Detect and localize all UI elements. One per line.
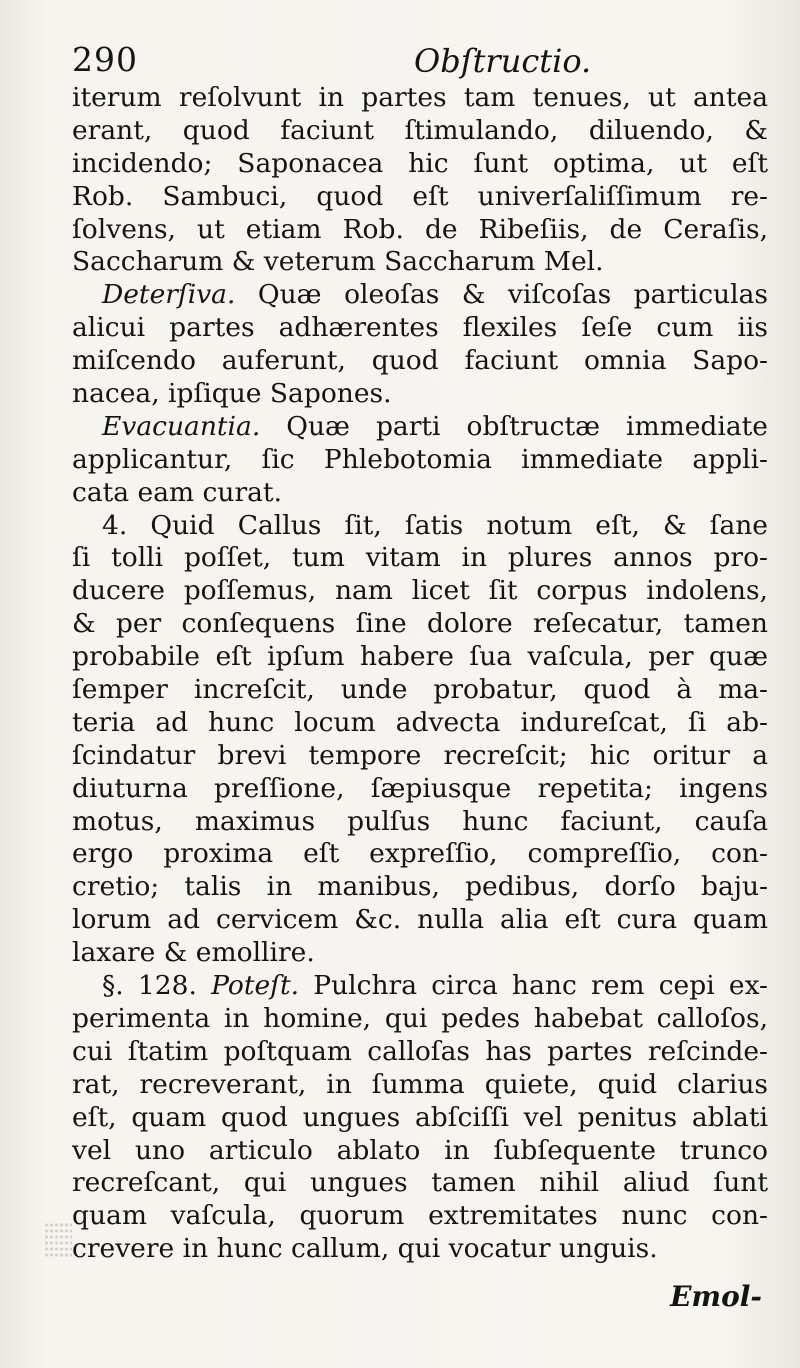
section-term: Evacuantia. [102, 410, 261, 442]
page-number: 290 [72, 40, 138, 79]
text-line: ducere poſſemus, nam licet ſit corpus indolens, [72, 575, 768, 607]
text-line: perimenta in homine, qui pedes habebat calloſos, [72, 1002, 768, 1034]
text-line: iterum reſolvunt in partes tam tenues, ut antea [72, 82, 768, 113]
text-fragment: Quæ parti obſtructæ immediate [260, 410, 768, 442]
text-line: quam vaſcula, quorum extremitates nunc con- [72, 1200, 768, 1232]
text-line: eſt, quam quod ungues abſciſſi vel penitus ablati [72, 1101, 768, 1133]
text-line: lorum ad cervicem &c. nulla alia eſt cura quam [72, 904, 768, 936]
section-term: Deterſiva. [102, 279, 236, 311]
text-line: rat, recreverant, in ſumma quiete, quid clarius [72, 1068, 768, 1100]
text-line: diuturna preſſione, ſæpiusque repetita; ingens [72, 772, 768, 804]
text-line: ſcindatur brevi tempore recreſcit; hic oritur a [72, 739, 768, 771]
text-line: recreſcant, qui ungues tamen nihil aliud ſunt [72, 1167, 768, 1199]
text-line: vel uno articulo ablato in ſubſequente trunco [72, 1134, 768, 1166]
text-line: ſemper increſcit, unde probatur, quod à ma- [72, 674, 768, 706]
text-fragment: Pulchra circa hanc rem cepi ex- [299, 970, 769, 1002]
text-line: & per conſequens ſine dolore reſecatur, tamen [72, 608, 768, 640]
text-line: Rob. Sambuci, quod eſt univerſaliſſimum re- [72, 180, 768, 212]
text-line: cui ſtatim poſtquam calloſas has partes reſcinde- [72, 1035, 768, 1067]
text-line: miſcendo auferunt, quod faciunt omnia Sapo- [72, 345, 768, 377]
text-line: ſolvens, ut etiam Rob. de Ribeſiis, de Ceraſis, [72, 213, 768, 245]
text-line: cata eam curat. [72, 476, 282, 508]
paragraph-first-line [72, 970, 768, 1003]
print-speckle [44, 1222, 72, 1258]
text-line: erant, quod faciunt ſtimulando, diluendo, & [72, 114, 768, 146]
text-line: teria ad hunc locum advecta indureſcat, ſi ab- [72, 706, 768, 738]
text-line: Saccharum & veterum Saccharum Mel. [72, 246, 604, 278]
paragraph-first-line [72, 411, 768, 444]
section-term: Poteſt. [211, 970, 300, 1002]
text-line: motus, maximus pulſus hunc faciunt, cauſa [72, 805, 768, 837]
text-line: incidendo; Saponacea hic ſunt optima, ut eſt [72, 147, 768, 179]
paragraph-first-line [72, 279, 768, 312]
text-fragment: Quæ oleoſas & viſcoſas particulas [235, 279, 768, 311]
section-number: §. 128. [102, 970, 212, 1002]
text-line: nacea, ipſique Sapones. [72, 378, 392, 410]
text-line: applicantur, ſic Phlebotomia immediate appli- [72, 443, 768, 475]
text-line: alicui partes adhærentes flexiles ſeſe cum iis [72, 312, 768, 344]
text-line: ſi tolli poſſet, tum vitam in plures annos pro- [72, 542, 768, 574]
running-title: Obſtructio. [414, 42, 592, 80]
page-header [72, 40, 772, 84]
body-text [72, 82, 768, 1266]
text-line: cretio; talis in manibus, pedibus, dorſo baju- [72, 871, 768, 903]
catchword: Emol- [670, 1280, 762, 1313]
text-line: ergo proxima eſt expreſſio, compreſſio, con- [72, 838, 768, 870]
text-line: crevere in hunc callum, qui vocatur unguis. [72, 1233, 658, 1265]
text-line: laxare & emollire. [72, 937, 315, 969]
text-line: probabile eſt ipſum habere ſua vaſcula, per quæ [72, 641, 768, 673]
paragraph-first-line: 4. Quid Callus ſit, ſatis notum eſt, & ſane [102, 509, 768, 541]
